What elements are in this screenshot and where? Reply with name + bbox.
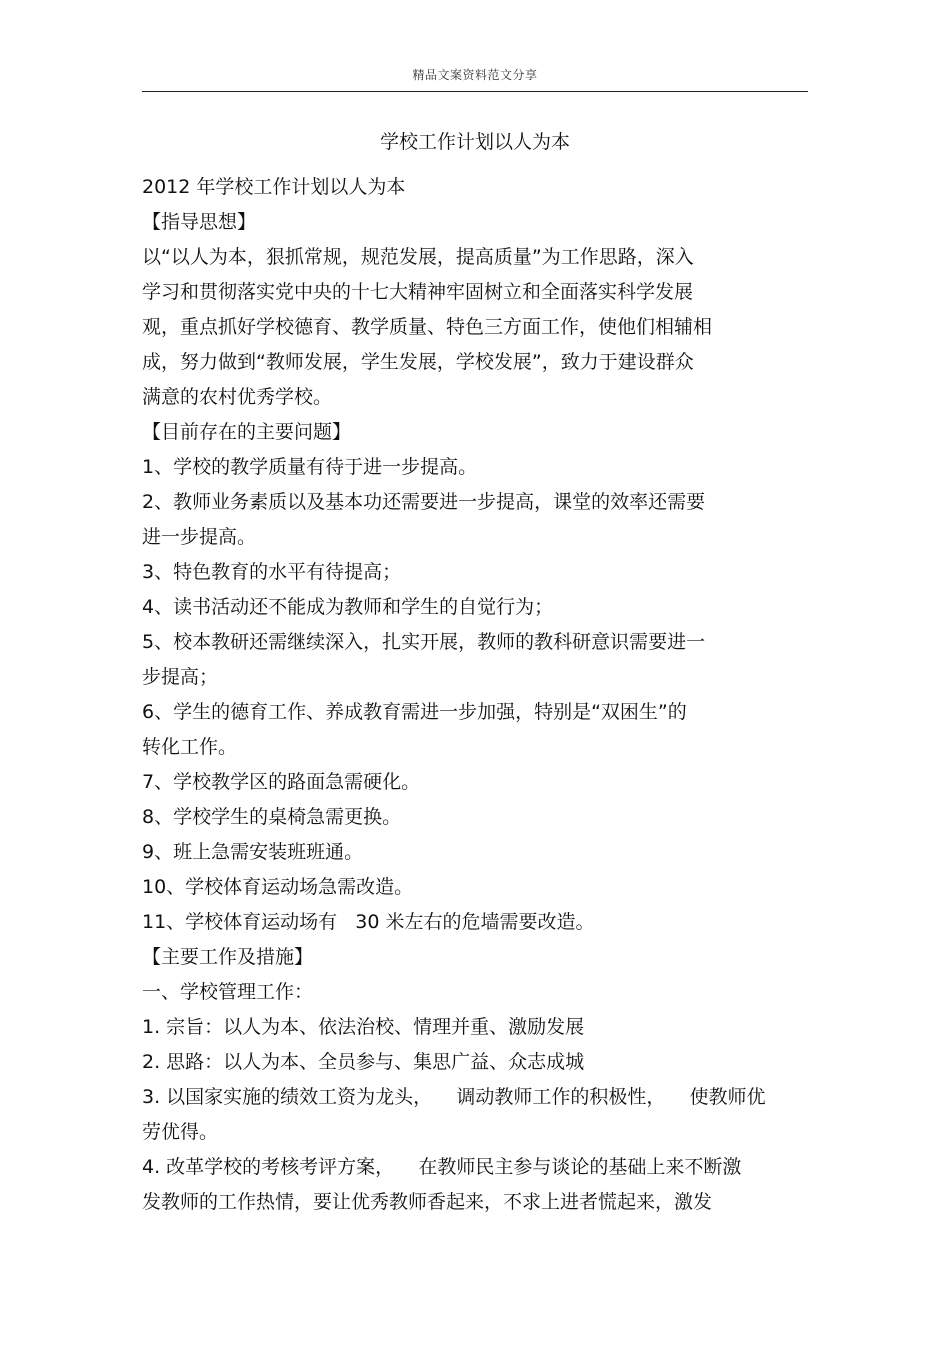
body-line: 成，努力做到“教师发展，学生发展，学校发展”，致力于建设群众 bbox=[142, 351, 694, 373]
list-item: 转化工作。 bbox=[142, 736, 238, 758]
section-heading: 【主要工作及措施】 bbox=[142, 946, 314, 968]
list-item: 7、学校教学区的路面急需硬化。 bbox=[142, 771, 421, 793]
body-line: 2012 年学校工作计划以人为本 bbox=[142, 176, 406, 198]
list-item: 2、教师业务素质以及基本功还需要进一步提高，课堂的效率还需要 bbox=[142, 491, 706, 513]
list-item: 4、读书活动还不能成为教师和学生的自觉行为； bbox=[142, 596, 554, 618]
list-item: 3、特色教育的水平有待提高； bbox=[142, 561, 402, 583]
page-header-text: 精品文案资料范文分享 bbox=[412, 68, 538, 82]
list-item: 4. 改革学校的考核考评方案， 在教师民主参与谈论的基础上来不断激 bbox=[142, 1156, 742, 1178]
list-item: 6、学生的德育工作、养成教育需进一步加强，特别是“双困生”的 bbox=[142, 701, 687, 723]
body-line: 以“以人为本，狠抓常规，规范发展，提高质量”为工作思路，深入 bbox=[142, 246, 694, 268]
list-item: 5、校本教研还需继续深入，扎实开展，教师的教科研意识需要进一 bbox=[142, 631, 706, 653]
list-item: 1. 宗旨：以人为本、依法治校、情理并重、激励发展 bbox=[142, 1016, 585, 1038]
subsection-heading: 一、学校管理工作： bbox=[142, 981, 314, 1003]
list-item: 发教师的工作热情，要让优秀教师香起来，不求上进者慌起来，激发 bbox=[142, 1191, 713, 1213]
list-item: 8、学校学生的桌椅急需更换。 bbox=[142, 806, 402, 828]
list-item: 进一步提高。 bbox=[142, 526, 257, 548]
body-line: 观，重点抓好学校德育、教学质量、特色三方面工作，使他们相辅相 bbox=[142, 316, 713, 338]
list-item: 劳优得。 bbox=[142, 1121, 219, 1143]
section-heading: 【目前存在的主要问题】 bbox=[142, 421, 352, 443]
document-title: 学校工作计划以人为本 bbox=[379, 131, 570, 153]
list-item: 10、学校体育运动场急需改造。 bbox=[142, 876, 414, 898]
list-item: 步提高； bbox=[142, 666, 219, 688]
body-line: 满意的农村优秀学校。 bbox=[142, 386, 333, 408]
header-divider bbox=[142, 91, 808, 92]
document-body bbox=[142, 170, 810, 1220]
section-heading: 【指导思想】 bbox=[142, 211, 257, 233]
list-item: 9、班上急需安装班班通。 bbox=[142, 841, 364, 863]
list-item: 1、学校的教学质量有待于进一步提高。 bbox=[142, 456, 478, 478]
list-item: 11、学校体育运动场有 30 米左右的危墙需要改造。 bbox=[142, 911, 595, 933]
body-line: 学习和贯彻落实党中央的十七大精神牢固树立和全面落实科学发展 bbox=[142, 281, 694, 303]
list-item: 3. 以国家实施的绩效工资为龙头， 调动教师工作的积极性， 使教师优 bbox=[142, 1086, 766, 1108]
list-item: 2. 思路：以人为本、全员参与、集思广益、众志成城 bbox=[142, 1051, 585, 1073]
